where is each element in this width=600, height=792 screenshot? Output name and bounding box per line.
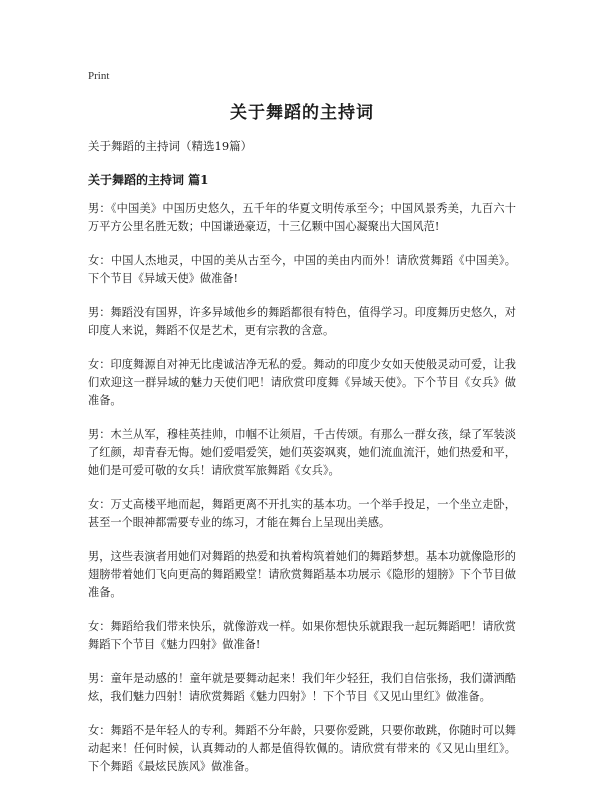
paragraph: 女：舞蹈给我们带来快乐，就像游戏一样。如果你想快乐就跟我一起玩舞蹈吧！请欣赏舞蹈下个节目《魅力四射》做准备! bbox=[88, 619, 516, 652]
section-heading: 关于舞蹈的主持词 篇1 bbox=[88, 173, 209, 187]
paragraph: 女：中国人杰地灵，中国的美从古至今，中国的美由内而外！请欣赏舞蹈《中国美》。下个节目《异域天使》做准备! bbox=[88, 253, 516, 286]
paragraph: 男：童年是动感的！童年就是要舞动起来！我们年少轻狂，我们自信张扬，我们潇洒酷炫，我们魅力四射！请欣赏舞蹈《魅力四射》！下个节目《又见山里红》做准备。 bbox=[88, 671, 516, 704]
document-title: 关于舞蹈的主持词 bbox=[230, 103, 374, 123]
document-page bbox=[88, 70, 516, 792]
paragraph: 男：《中国美》中国历史悠久，五千年的华夏文明传承至今；中国风景秀美，九百六十万平方公里名胜无数；中国谦逊豪迈，十三亿颗中国心凝聚出大国风范! bbox=[88, 202, 516, 234]
paragraph: 男：木兰从军，穆桂英挂帅，巾帼不让须眉，千古传颂。有那么一群女孩，绿了军装淡了红颜，却青春无悔。她们爱唱爱笑，她们英姿飒爽，她们流血流汗，她们热爱和平，她们是可爱可敬的女兵！请欣赏军旅舞蹈《女兵》。 bbox=[88, 427, 516, 478]
paragraph: 女：万丈高楼平地而起，舞蹈更离不开扎实的基本功。一个举手投足，一个坐立走卧，甚至一个眼神都需要专业的练习，才能在舞台上呈现出美感。 bbox=[88, 497, 516, 530]
paragraph: 女：舞蹈不是年轻人的专利。舞蹈不分年龄，只要你爱跳，只要你敢跳，你随时可以舞动起来！任何时候，认真舞动的人都是值得钦佩的。请欣赏有带来的《又见山里红》。下个舞蹈《最炫民族风》做准备。 bbox=[88, 723, 516, 774]
paragraph: 男，这些表演者用她们对舞蹈的热爱和执着构筑着她们的舞蹈梦想。基本功就像隐形的翅膀带着她们飞向更高的舞蹈殿堂！请欣赏舞蹈基本功展示《隐形的翅膀》下个节目做准备。 bbox=[88, 549, 516, 600]
print-link[interactable]: Print bbox=[88, 70, 110, 82]
paragraph: 女：印度舞源自对神无比虔诚洁净无私的爱。舞动的印度少女如天使般灵动可爱，让我们欢迎这一群异域的魅力天使们吧！请欣赏印度舞《异域天使》。下个节目《女兵》做准备。 bbox=[88, 357, 516, 408]
paragraph: 男：舞蹈没有国界，许多异域他乡的舞蹈都很有特色，值得学习。印度舞历史悠久，对印度人来说，舞蹈不仅是艺术，更有宗教的含意。 bbox=[88, 305, 516, 338]
document-subtitle: 关于舞蹈的主持词（精选19篇） bbox=[88, 139, 253, 153]
